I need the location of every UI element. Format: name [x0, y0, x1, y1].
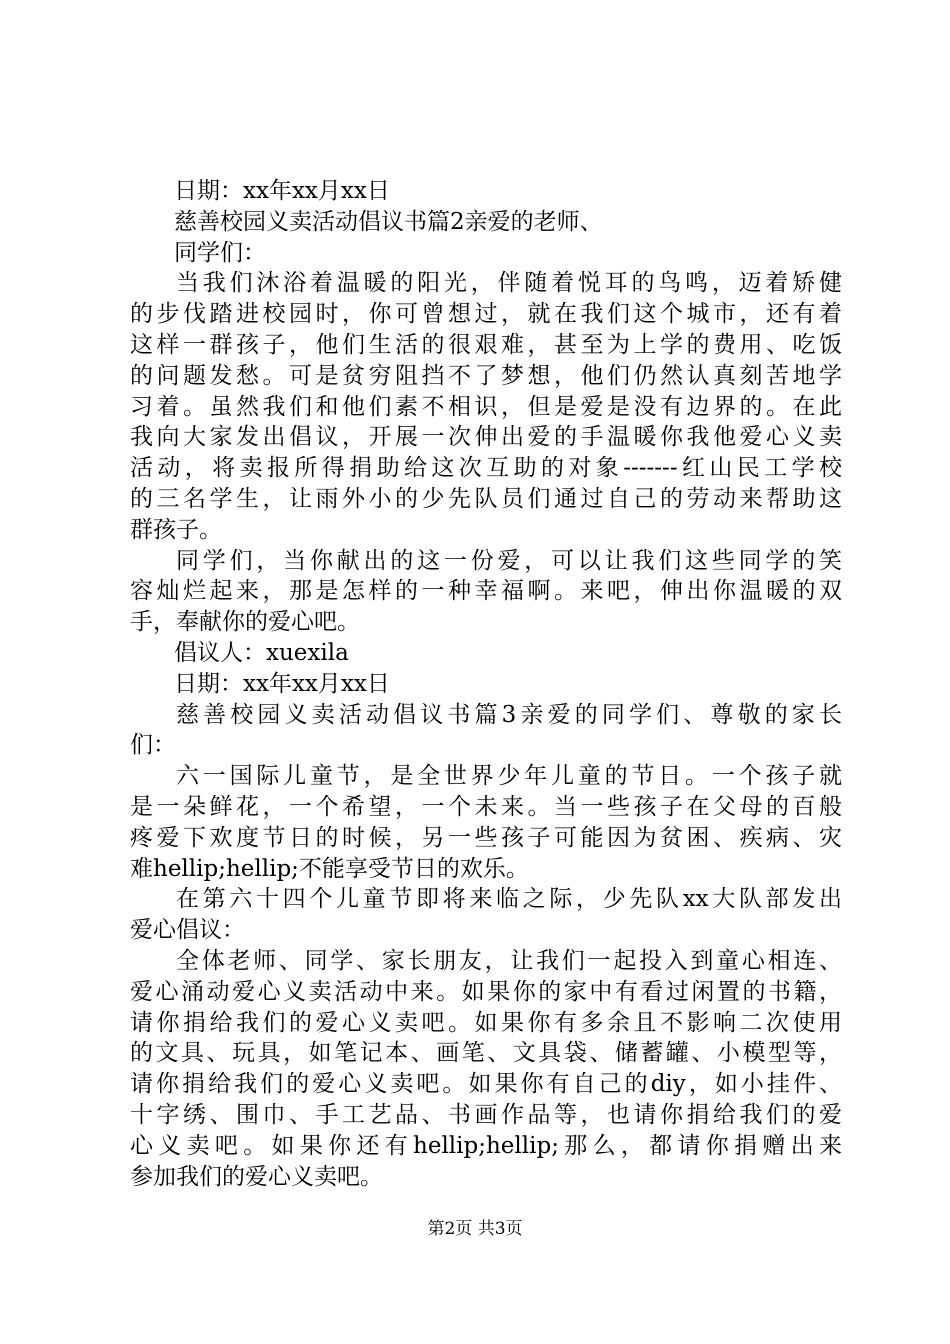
paragraph-line: 的步伐踏进校园时，你可曾想过，就在我们这个城市，还有着 — [130, 301, 842, 328]
section-heading-3: 慈善校园义卖活动倡议书篇3亲爱的同学们、尊敬的家长 — [176, 701, 842, 728]
date-line: 日期：xx年xx月xx日 — [174, 670, 390, 697]
paragraph-line: 六一国际儿童节，是全世界少年儿童的节日。一个孩子就 — [176, 763, 842, 790]
paragraph-line: 群孩子。 — [130, 516, 222, 543]
initiator-line: 倡议人：xuexila — [174, 639, 349, 666]
page-footer: 第2页 共3页 — [427, 1219, 523, 1239]
paragraph-line: 爱心涌动爱心义卖活动中来。如果你的家中有看过闲置的书籍， — [130, 978, 842, 1005]
paragraph-line: 的问题发愁。可是贫穷阻挡不了梦想，他们仍然认真刻苦地学 — [130, 362, 842, 389]
section-heading-2: 慈善校园义卖活动倡议书篇2亲爱的老师、 — [174, 208, 603, 235]
paragraph-line: 手，奉献你的爱心吧。 — [130, 609, 360, 636]
paragraph-line: 同学们，当你献出的这一份爱，可以让我们这些同学的笑 — [176, 547, 842, 574]
paragraph-line: 十字绣、围巾、手工艺品、书画作品等，也请你捐给我们的爱 — [130, 1101, 842, 1128]
paragraph-line: 当我们沐浴着温暖的阳光，伴随着悦耳的鸟鸣，迈着矫健 — [176, 270, 842, 297]
paragraph-line: 全体老师、同学、家长朋友，让我们一起投入到童心相连、 — [176, 947, 842, 974]
paragraph-line: 的文具、玩具，如笔记本、画笔、文具袋、储蓄罐、小模型等， — [130, 1040, 842, 1067]
paragraph-line: 在第六十四个儿童节即将来临之际，少先队xx大队部发出 — [176, 886, 842, 913]
paragraph-line: 的三名学生，让雨外小的少先队员们通过自己的劳动来帮助这 — [130, 485, 842, 512]
paragraph-line: 难hellip;hellip;不能享受节日的欢乐。 — [130, 855, 529, 882]
paragraph-line: 习着。虽然我们和他们素不相识，但是爱是没有边界的。在此 — [130, 393, 842, 420]
paragraph-line: 疼爱下欢度节日的时候，另一些孩子可能因为贫困、疾病、灾 — [130, 824, 842, 851]
paragraph-line: 是一朵鲜花，一个希望，一个未来。当一些孩子在父母的百般 — [130, 793, 842, 820]
paragraph-line: 请你捐给我们的爱心义卖吧。如果你有多余且不影响二次使用 — [130, 1009, 842, 1036]
paragraph-line: 这样一群孩子，他们生活的很艰难，甚至为上学的费用、吃饭 — [130, 331, 842, 358]
section-heading-3-cont: 们： — [130, 732, 176, 759]
paragraph-line: 容灿烂起来，那是怎样的一种幸福啊。来吧，伸出你温暖的双 — [130, 578, 842, 605]
date-line: 日期：xx年xx月xx日 — [174, 178, 390, 204]
paragraph-line: 心义卖吧。如果你还有hellip;hellip;那么，都请你捐赠出来 — [130, 1132, 842, 1159]
paragraph-line: 请你捐给我们的爱心义卖吧。如果你有自己的diy，如小挂件、 — [130, 1071, 842, 1098]
paragraph-line: 活动，将卖报所得捐助给这次互助的对象-------红山民工学校 — [130, 455, 842, 482]
paragraph-line: 参加我们的爱心义卖吧。 — [130, 1163, 383, 1190]
document-body — [130, 176, 842, 1192]
paragraph-line: 我向大家发出倡议，开展一次伸出爱的手温暖你我他爱心义卖 — [130, 424, 842, 451]
paragraph-line: 爱心倡议： — [130, 917, 245, 944]
salutation-line: 同学们： — [174, 239, 266, 266]
